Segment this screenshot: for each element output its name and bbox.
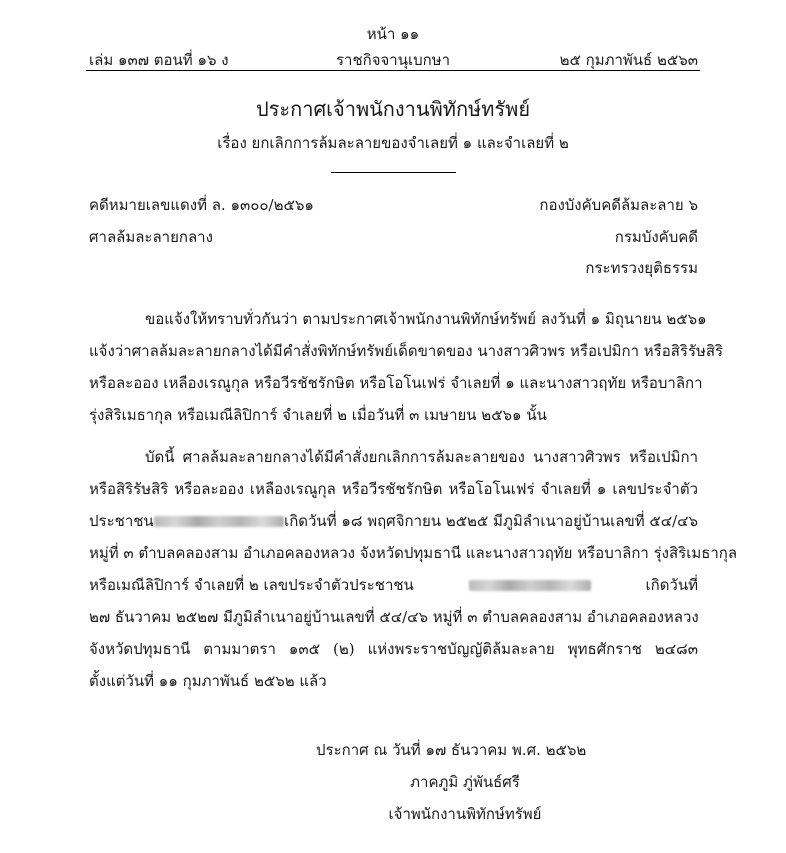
paragraph-2-line-4: หมู่ที่ ๓ ตำบลคลองสาม อำเภอคลองหลวง จังหวัดปทุมธานี และนางสาวฤทัย หรือบาลิกา รุ่งสิริเมธากุล — [89, 544, 738, 562]
paragraph-2-line-2: หรือสิริรัษสิริ หรือละออง เหลืองเรณูกุล หรือวีรชัชรักษิต หรือโอโนเฟร่ จำเลยที่ ๑ เลขประจำตัว — [89, 480, 698, 498]
title-divider — [331, 172, 456, 173]
publish-date: ๒๕ กุมภาพันธ์ ๒๕๖๓ — [559, 51, 698, 69]
header-rule — [86, 70, 700, 71]
paragraph-2-line-6: ๒๗ ธันวาคม ๒๕๒๗ มีภูมิลำเนาอยู่บ้านเลขที่ ๕๔/๔๖ หมู่ที่ ๓ ตำบลคลองสาม อำเภอคลองหลวง — [89, 608, 699, 626]
paragraph-2-line-5-rest: เกิดวันที่ — [645, 576, 698, 594]
signatory-name: ภาคภูมิ ภู่พันธ์ศรี — [410, 773, 520, 791]
paragraph-2-line-5-text: หรือเมณีลิปิการ์ จำเลยที่ ๒ เลขประจำตัวประชาชน — [89, 576, 414, 594]
paragraph-1-line-2: แจ้งว่าศาลล้มละลายกลางได้มีคำสั่งพิทักษ์ทรัพย์เด็ดขาดของ นางสาวศิวพร หรือเปมิกา หรือสิริรัษสิริ — [89, 342, 724, 360]
paragraph-2-line-7: จังหวัดปทุมธานี ตามมาตรา ๑๓๕ (๒) แห่งพระราชบัญญัติล้มละลาย พุทธศักราช ๒๔๘๓ — [89, 640, 698, 658]
paragraph-1-line-4: รุ่งสิริเมธากุล หรือเมณีลิปิการ์ จำเลยที่ ๒ เมื่อวันที่ ๓ เมษายน ๒๕๖๑ นั้น — [89, 406, 547, 424]
announcement-subject: เรื่อง ยกเลิกการล้มละลายของจำเลยที่ ๑ และจำเลยที่ ๒ — [217, 134, 569, 152]
volume-issue: เล่ม ๑๓๗ ตอนที่ ๑๖ ง — [89, 51, 229, 69]
paragraph-1-line-3: หรือละออง เหลืองเรณูกุล หรือวีรชัชรักษิต หรือโอโนเฟร่ จำเลยที่ ๑ และนางสาวฤทัย หรือบาลิกา — [89, 374, 703, 392]
citizen-id-label: ประชาชน — [89, 512, 154, 530]
office-name: กองบังคับคดีล้มละลาย ๖ — [539, 196, 698, 214]
paragraph-2-line-5 — [89, 573, 698, 597]
paragraph-2-line-3 — [89, 509, 698, 533]
case-number: คดีหมายเลขแดงที่ ล. ๑๓๐๐/๒๕๖๑ — [89, 196, 314, 214]
signatory-position: เจ้าพนักงานพิทักษ์ทรัพย์ — [388, 805, 542, 823]
redacted-id-number-2 — [469, 580, 591, 591]
redacted-id-number — [154, 516, 284, 527]
paragraph-2-line-1: บัดนี้ ศาลล้มละลายกลางได้มีคำสั่งยกเลิกการล้มละลายของ นางสาวศิวพร หรือเปมิกา — [145, 448, 698, 466]
page-number: หน้า ๑๑ — [366, 25, 420, 43]
ministry-name: กระทรวงยุติธรรม — [585, 259, 698, 277]
paragraph-1-line-1: ขอแจ้งให้ทราบทั่วกันว่า ตามประกาศเจ้าพนักงานพิทักษ์ทรัพย์ ลงวันที่ ๑ มิถุนายน ๒๕๖๑ — [145, 310, 707, 328]
paragraph-2-line-8: ตั้งแต่วันที่ ๑๑ กุมภาพันธ์ ๒๕๖๒ แล้ว — [89, 672, 327, 690]
announcement-title: ประกาศเจ้าพนักงานพิทักษ์ทรัพย์ — [255, 97, 531, 121]
gazette-name: ราชกิจจานุเบกษา — [335, 51, 451, 69]
announcement-date: ประกาศ ณ วันที่ ๑๗ ธันวาคม พ.ศ. ๒๕๖๒ — [316, 741, 587, 759]
department-name: กรมบังคับคดี — [614, 228, 698, 246]
paragraph-2-line-3-rest: เกิดวันที่ ๑๘ พฤศจิกายน ๒๕๒๕ มีภูมิลำเนาอยู่บ้านเลขที่ ๕๔/๔๖ — [284, 512, 698, 530]
court-name: ศาลล้มละลายกลาง — [89, 228, 213, 246]
